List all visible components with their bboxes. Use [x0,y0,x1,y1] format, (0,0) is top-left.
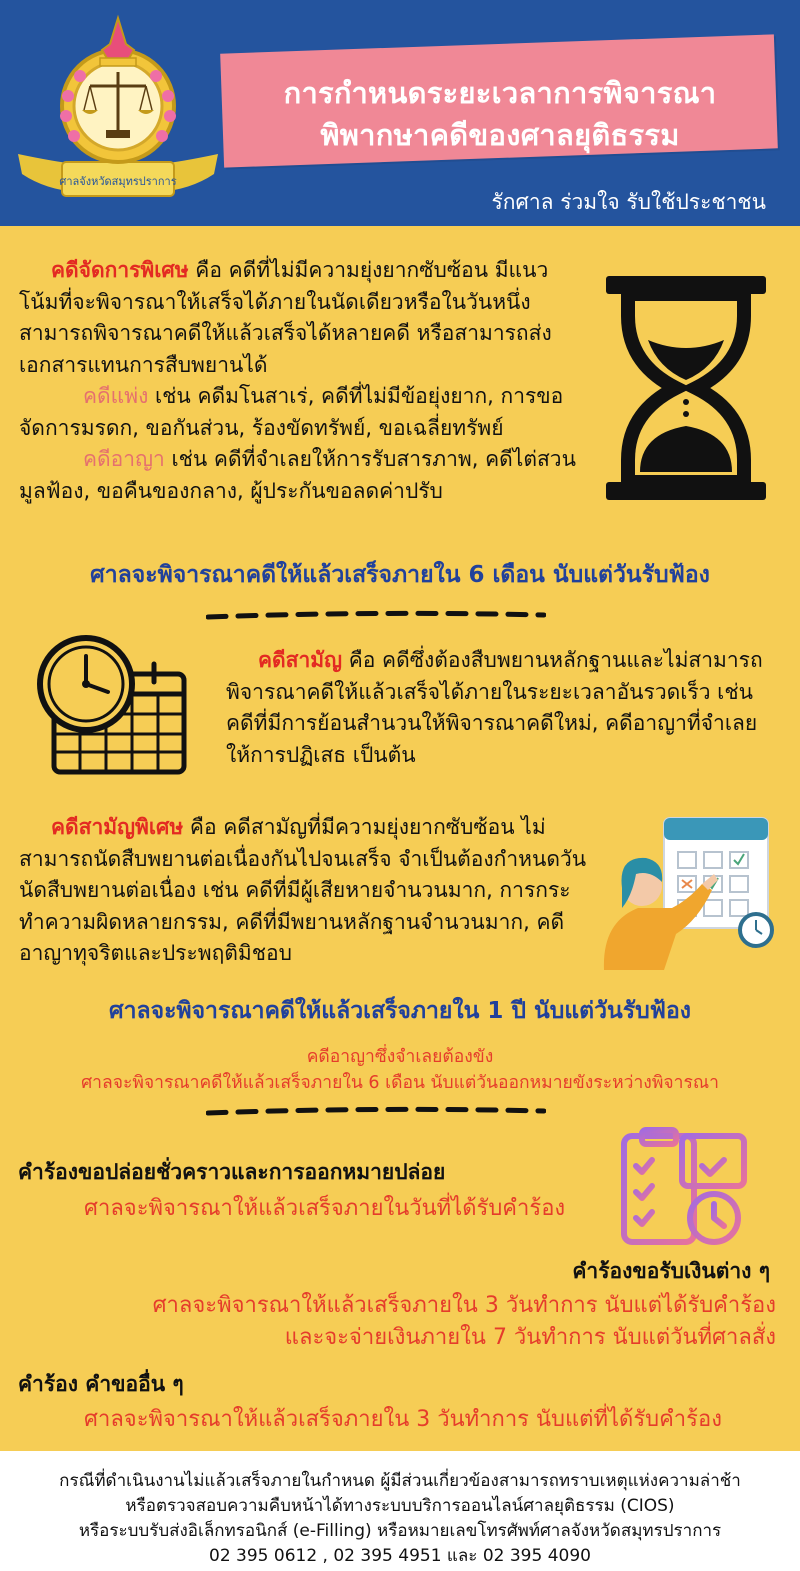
footer-line-1: กรณีที่ดำเนินงานไม่แล้วเสร็จภายในกำหนด ผู้มีส่วนเกี่ยวข้องสามารถทราบเหตุแห่งความล่าช้า [59,1471,741,1491]
header-banner [0,0,800,226]
dashed-divider [206,609,546,621]
civil-case-label: คดีแพ่ง [83,384,149,408]
bail-heading: คำร้องขอปล่อยชั่วคราวและการออกหมายปล่อย [18,1160,446,1184]
rule-6-months: ศาลจะพิจารณาคดีให้แล้วเสร็จภายใน 6 เดือน นับแต่วันรับฟ้อง [90,562,710,588]
court-seal-logo [16,14,220,204]
checklist-calendar-icon [620,1122,750,1246]
ordinary-case-term: คดีสามัญ [258,648,343,672]
svg-text:ศาลจังหวัดสมุทรปราการ: ศาลจังหวัดสมุทรปราการ [59,175,177,188]
other-request-text: ศาลจะพิจารณาให้แล้วเสร็จภายใน 3 วันทำการ นับแต่ที่ได้รับคำร้อง [84,1407,722,1432]
footer [0,1451,800,1571]
special-ordinary-case-term: คดีสามัญพิเศษ [51,815,184,839]
hourglass-icon [606,276,766,500]
ordinary-case-definition: คือ คดีซึ่งต้องสืบพยานหลักฐานและไม่สามารถพิจารณาคดีให้แล้วเสร็จได้ภายในระยะเวลาอันรวดเร็ว เช่น คดีที่มีการย้อนสำนวนให้พิจารณาคดีใหม่, คดีอาญาที่จำเลยให้การปฏิเสธ เป็นต้น [226,648,763,767]
civil-case-text: เช่น คดีมโนสาเร่, คดีที่ไม่มีข้อยุ่งยาก, การขอจัดการมรดก, ขอกันส่วน, ร้องขัดทรัพย์, ขอเฉลี่ยทรัพย์ [19,384,564,440]
detained-note-line2: ศาลจะพิจารณาคดีให้แล้วเสร็จภายใน 6 เดือน นับแต่วันออกหมายขังระหว่างพิจารณา [81,1073,719,1093]
page-title-line-2: พิพากษาคดีของศาลยุติธรรม [320,118,680,152]
dashed-divider [206,1105,546,1117]
special-case-definition: คือ คดีที่ไม่มีความยุ่งยากซับซ้อน มีแนวโน้มที่จะพิจารณาให้เสร็จได้ภายในนัดเดียวหรือในวันหนึ่งสามารถพิจารณาคดีให้แล้วเสร็จได้หลายคดี หรือสามารถส่งเอกสารแทนการสืบพยานได้ [19,258,552,377]
ordinary-case-section [226,645,786,771]
special-case-term: คดีจัดการพิเศษ [51,258,189,282]
footer-phone-numbers: 02 395 0612 , 02 395 4951 และ 02 395 4090 [209,1546,591,1566]
page-title-line-1: การกำหนดระยะเวลาการพิจารณา [283,76,717,110]
special-ordinary-case-section [19,812,599,970]
clock-calendar-icon [36,634,188,776]
special-ordinary-case-definition: คือ คดีสามัญที่มีความยุ่งยากซับซ้อน ไม่สามารถนัดสืบพยานต่อเนื่องกันไปจนเสร็จ จำเป็นต้องกำหนดวันนัดสืบพยานต่อเนื่อง เช่น คดีที่มีผู้เสียหายจำนวนมาก, การกระทำความผิดหลายกรรม, คดีที่มีพยานหลักฐานจำนวนมาก, คดีอาญาทุจริตและประพฤติมิชอบ [19,815,587,965]
bail-text: ศาลจะพิจารณาให้แล้วเสร็จภายในวันที่ได้รับคำร้อง [84,1196,566,1221]
rule-1-year: ศาลจะพิจารณาคดีให้แล้วเสร็จภายใน 1 ปี นับแต่วันรับฟ้อง [108,998,691,1024]
slogan: รักศาล ร่วมใจ รับใช้ประชาชน [491,190,766,214]
money-request-heading: คำร้องขอรับเงินต่าง ๆ [572,1259,770,1283]
other-request-heading: คำร้อง คำขออื่น ๆ [18,1372,184,1396]
criminal-case-label: คดีอาญา [83,447,165,471]
criminal-case-text: เช่น คดีที่จำเลยให้การรับสารภาพ, คดีไต่สวนมูลฟ้อง, ขอคืนของกลาง, ผู้ประกันขอลดค่าปรับ [19,447,576,503]
special-case-section [19,255,579,507]
money-request-text-2: และจะจ่ายเงินภายใน 7 วันทำการ นับแต่วันที่ศาลสั่ง [284,1325,776,1350]
woman-calendar-illustration [598,812,778,972]
footer-line-2: หรือตรวจสอบความคืบหน้าได้ทางระบบบริการออนไลน์ศาลยุติธรรม (CIOS) [125,1496,675,1516]
detained-note-line1: คดีอาญาซึ่งจำเลยต้องขัง [306,1047,494,1067]
footer-line-3: หรือระบบรับส่งอิเล็กทรอนิกส์ (e-Filling) หรือหมายเลขโทรศัพท์ศาลจังหวัดสมุทรปราการ [78,1521,722,1541]
money-request-text-1: ศาลจะพิจารณาให้แล้วเสร็จภายใน 3 วันทำการ นับแต่ได้รับคำร้อง [152,1293,776,1318]
